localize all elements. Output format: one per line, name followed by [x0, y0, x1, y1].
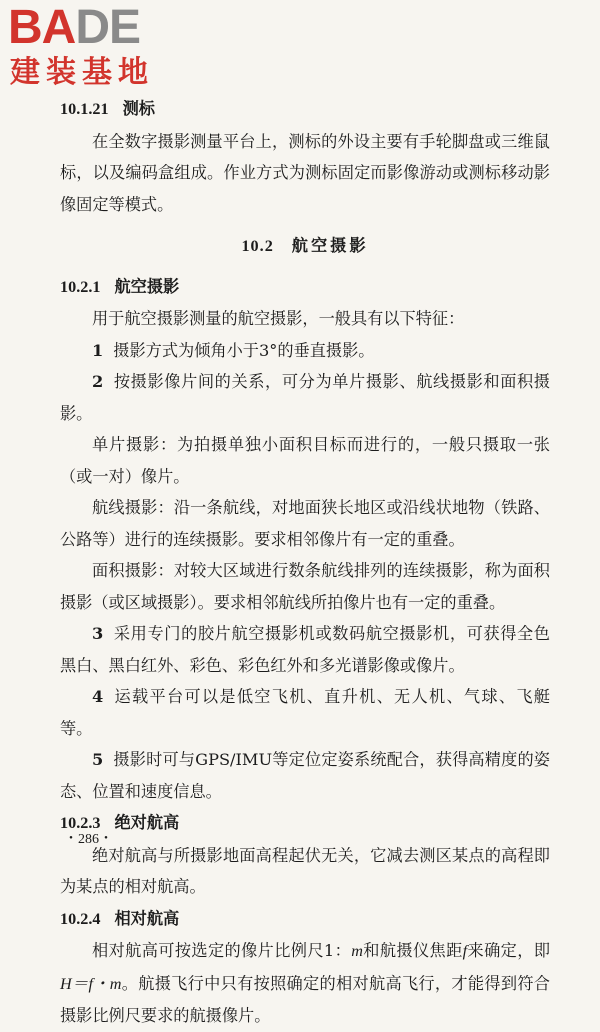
paragraph-10-1-21: 在全数字摄影测量平台上，测标的外设主要有手轮脚盘或三维鼠标，以及编码盒组成。作业方式为测标固定而影像游动或测标移动影像固定等模式。 — [60, 131, 550, 214]
heading-10-2-3: 10.2.3 绝对航高 — [60, 813, 180, 832]
logo-subtitle: 建装基地 — [10, 55, 154, 90]
heading-10-1-21: 10.1.21 测标 — [60, 99, 155, 118]
paragraph-single-photo: 单片摄影：为拍摄单独小面积目标而进行的，一般只摄取一张（或一对）像片。 — [60, 435, 550, 486]
paragraph-route-photo: 航线摄影：沿一条航线，对地面狭长地区或沿线状地物（铁路、公路等）进行的连续摄影。要求相邻像片有一定的重叠。 — [60, 498, 550, 549]
page-number: ・286・ — [64, 832, 113, 847]
section-heading-10-2: 10.2 航空摄影 — [241, 236, 369, 255]
formula: H＝f・m — [60, 974, 122, 993]
heading-10-2-4: 10.2.4 相对航高 — [60, 908, 180, 928]
list-item-4: 4 运载平台可以是低空飞机、直升机、无人机、气球、飞艇等。 — [60, 687, 550, 738]
heading-10-2-1: 10.2.1 航空摄影 — [60, 276, 180, 296]
paragraph-10-2-3: 绝对航高与所摄影地面高程起伏无关，它减去测区某点的高程即为某点的相对航高。 — [60, 845, 550, 896]
page-content — [60, 93, 550, 1032]
bade-logo — [8, 1, 178, 90]
list-item-3: 3 采用专门的胶片航空摄影机或数码航空摄影机，可获得全色黑白、黑白红外、彩色、彩色红外和多光谱影像或像片。 — [60, 624, 550, 675]
paragraph-area-photo: 面积摄影：对较大区域进行数条航线排列的连续摄影，称为面积摄影（或区域摄影）。要求相邻航线所拍像片也有一定的重叠。 — [60, 561, 550, 612]
logo-wordmark: BADE — [8, 1, 141, 54]
list-item-1: 1 摄影方式为倾角小于3°的垂直摄影。 — [92, 340, 375, 360]
list-item-2: 2 按摄影像片间的关系，可分为单片摄影、航线摄影和面积摄影。 — [60, 372, 550, 423]
paragraph-intro: 用于航空摄影测量的航空摄影，一般具有以下特征： — [92, 309, 465, 328]
paragraph-10-2-4: 相对航高可按选定的像片比例尺1：m和航摄仪焦距f来确定，即H＝f・m。航摄飞行中只有按照确定的相对航高飞行，才能得到符合摄影比例尺要求的航摄像片。 — [60, 941, 551, 1025]
list-item-5: 5 摄影时可与GPS/IMU等定位定姿系统配合，获得高精度的姿态、位置和速度信息。 — [60, 750, 550, 801]
